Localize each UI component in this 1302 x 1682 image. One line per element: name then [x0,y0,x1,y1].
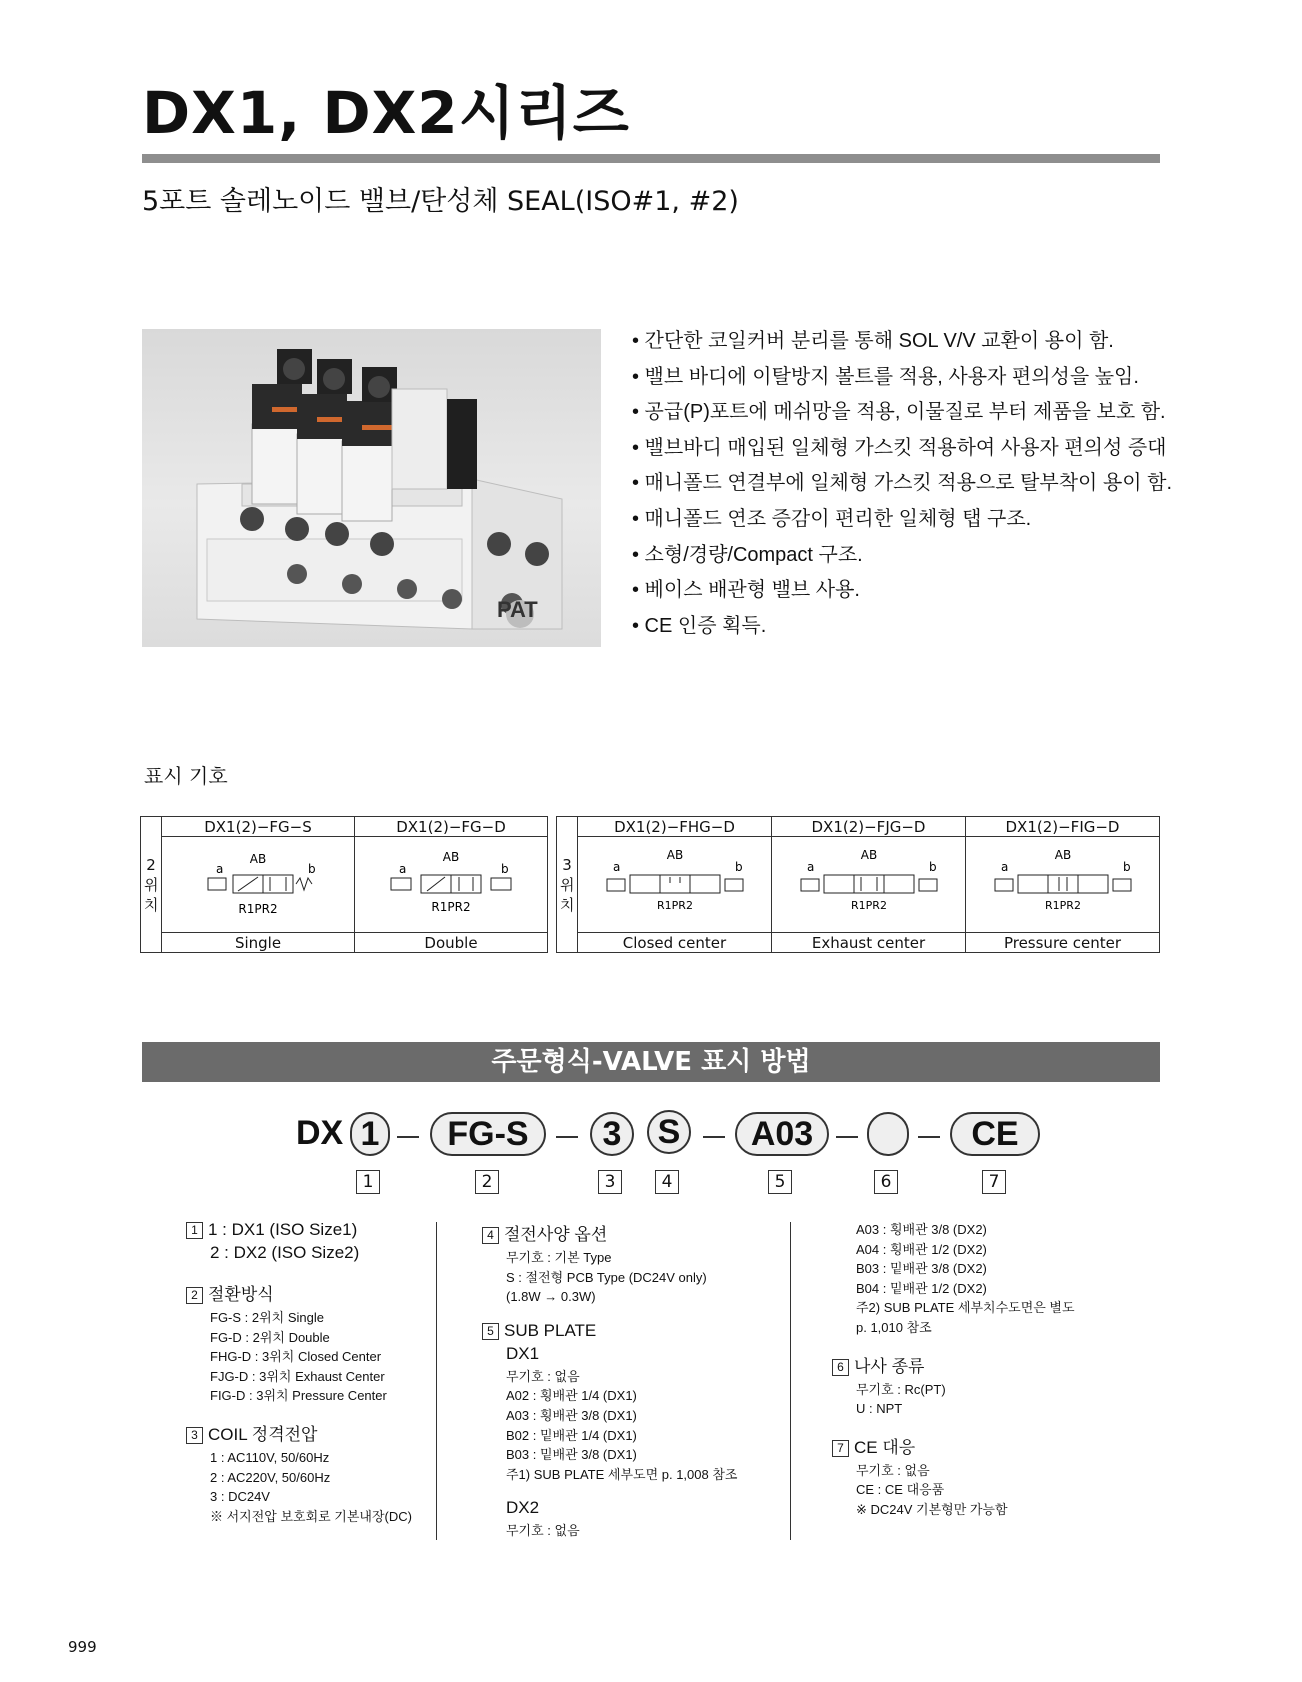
double-solenoid-symbol [361,843,541,923]
spec-line: 무기호 : 없음 [506,1368,580,1384]
two-position-symbol-table [140,816,548,953]
spec-series-heading: 1 1 : DX1 (ISO Size1) [186,1220,426,1240]
spec-thread-heading: 6 나사 종류 [832,1352,1132,1377]
order-code-power-saving: S [647,1110,691,1154]
spec-column-1 [186,1220,426,1526]
page-subtitle: 5포트 솔레노이드 밸브/탄성체 SEAL(ISO#1, #2) [142,186,739,217]
order-code-switching: FG-S [430,1112,546,1156]
order-code-thread [867,1112,909,1156]
svg-text:b: b [501,861,509,876]
svg-text:AB: AB [1054,847,1071,862]
order-separator [556,1136,578,1138]
svg-text:R1PR2: R1PR2 [1044,898,1081,912]
svg-text:AB: AB [249,851,267,866]
order-number: 4 [655,1170,679,1194]
order-prefix: DX [296,1114,344,1152]
feature-item: • 베이스 배관형 밸브 사용. [632,579,860,602]
spec-line: A03 : 횡배관 3/8 (DX2) [856,1222,987,1237]
symbol-type: Single [162,933,355,953]
spec-subplate-heading: 5 SUB PLATE [482,1321,782,1341]
feature-item: • CE 인증 획득. [632,614,767,637]
order-separator [918,1136,940,1138]
symbols-heading: 표시 기호 [144,764,228,788]
svg-text:a: a [399,861,407,876]
svg-text:b: b [308,861,316,876]
spec-column-3 [832,1220,1132,1520]
spec-line: B03 : 밑배관 3/8 (DX1) [506,1447,637,1463]
column-divider [790,1222,791,1540]
spec-subplate-dx2: DX2 [506,1498,540,1518]
spec-line: ※ DC24V 기본형만 가능함 [856,1501,1008,1517]
symbol-type: Double [355,933,548,953]
spec-series-line: 2 : DX2 (ISO Size2) [210,1243,360,1262]
page-number: 999 [68,1638,97,1656]
symbol-model: DX1(2)−FG−S [162,817,355,837]
spec-subplate-dx1: DX1 [506,1343,540,1363]
spec-line: U : NPT [856,1401,903,1417]
order-number: 6 [874,1170,898,1194]
product-photo [142,329,601,647]
column-divider [436,1222,437,1540]
svg-text:b: b [928,859,937,874]
order-number: 5 [768,1170,792,1194]
spec-line: 1 : AC110V, 50/60Hz [210,1449,330,1465]
order-code-subplate: A03 [735,1112,829,1156]
feature-item: • 밸브 바디에 이탈방지 볼트를 적용, 사용자 편의성을 높임. [632,365,1139,388]
order-code-ce: CE [950,1112,1040,1156]
spec-ce-heading: 7 CE 대응 [832,1433,1132,1458]
spec-line: 무기호 : 기본 Type [506,1250,612,1265]
order-code-coil: 3 [590,1112,634,1156]
spec-line: 3 : DC24V [210,1489,270,1505]
spec-line: ※ 서지전압 보호회로 기본내장(DC) [210,1508,412,1524]
exhaust-center-symbol [779,843,959,923]
feature-item: • 매니폴드 연조 증감이 편리한 일체형 탭 구조. [632,507,1032,530]
spec-line: FG-S : 2위치 Single [210,1310,324,1325]
spec-line: A03 : 횡배관 3/8 (DX1) [506,1407,637,1423]
svg-text:a: a [1000,859,1008,874]
svg-text:a: a [216,861,224,876]
spec-line: FHG-D : 3위치 Closed Center [210,1349,382,1365]
svg-text:R1PR2: R1PR2 [656,898,693,912]
spec-coil-heading: 3 COIL 정격전압 [186,1420,426,1445]
symbol-exhaust-center [772,837,966,933]
spec-line: (1.8W → 0.3W) [506,1289,596,1305]
spec-line: p. 1,010 참조 [856,1319,932,1335]
spec-line: S : 절전형 PCB Type (DC24V only) [506,1269,707,1285]
order-number: 7 [982,1170,1006,1194]
symbol-closed-center [578,837,772,933]
spec-line: 주2) SUB PLATE 세부치수도면은 별도 [856,1300,1075,1316]
spec-line: B04 : 밑배관 1/2 (DX2) [856,1280,987,1296]
order-separator [836,1136,858,1138]
svg-text:R1PR2: R1PR2 [238,901,278,916]
symbol-pressure-center [966,837,1160,933]
closed-center-symbol [585,843,765,923]
spec-line: A02 : 횡배관 1/4 (DX1) [506,1388,637,1404]
spec-power-saving-heading: 4 절전사양 옵션 [482,1220,782,1245]
single-solenoid-symbol [168,843,348,923]
order-number: 2 [475,1170,499,1194]
pressure-center-symbol [973,843,1153,923]
feature-item: • 밸브바디 매입된 일체형 가스킷 적용하여 사용자 편의성 증대 [632,436,1167,459]
order-separator [397,1136,419,1138]
order-separator [703,1136,725,1138]
symbol-type: Exhaust center [772,933,966,953]
svg-text:R1PR2: R1PR2 [431,899,471,914]
feature-item: • 소형/경량/Compact 구조. [632,543,863,566]
feature-item: • 간단한 코일커버 분리를 통해 SOL V/V 교환이 용이 함. [632,330,1114,352]
title-divider [142,154,1160,163]
order-number: 3 [598,1170,622,1194]
spec-line: FIG-D : 3위치 Pressure Center [210,1388,387,1404]
feature-list [632,324,1172,644]
symbol-type: Closed center [578,933,772,953]
svg-text:AB: AB [860,847,877,862]
svg-text:a: a [612,859,620,874]
svg-text:b: b [1122,859,1131,874]
feature-item: • 매니폴드 연결부에 일체형 가스킷 적용으로 탈부착이 용이 함. [632,472,1173,495]
symbol-double [355,837,548,933]
page-title: DX1, DX2시리즈 [142,79,630,147]
symbol-model: DX1(2)−FJG−D [772,817,966,837]
spec-line: 무기호 : Rc(PT) [856,1381,946,1397]
order-format-banner: 주문형식-VALVE 표시 방법 [142,1042,1160,1082]
symbol-single [162,837,355,933]
symbol-model: DX1(2)−FG−D [355,817,548,837]
svg-text:a: a [806,859,814,874]
svg-text:b: b [734,859,743,874]
spec-line: 2 : AC220V, 50/60Hz [210,1469,331,1485]
two-position-label: 2위치 [141,817,162,953]
spec-switching-heading: 2 절환방식 [186,1280,426,1305]
feature-item: • 공급(P)포트에 메쉬망을 적용, 이물질로 부터 제품을 보호 함. [632,401,1166,424]
order-code-series: 1 [350,1112,390,1156]
spec-line: FG-D : 2위치 Double [210,1329,330,1345]
spec-line: FJG-D : 3위치 Exhaust Center [210,1368,385,1384]
spec-line: CE : CE 대응품 [856,1482,945,1498]
svg-text:R1PR2: R1PR2 [850,898,887,912]
patent-badge: PAT [497,597,538,622]
spec-column-2 [482,1220,782,1541]
spec-line: 무기호 : 없음 [856,1462,930,1478]
symbol-model: DX1(2)−FHG−D [578,817,772,837]
spec-line: A04 : 횡배관 1/2 (DX2) [856,1241,987,1257]
spec-line: B03 : 밑배관 3/8 (DX2) [856,1261,987,1277]
spec-line: B02 : 밑배관 1/4 (DX1) [506,1427,637,1443]
spec-line: 무기호 : 없음 [506,1523,580,1539]
spec-line: 주1) SUB PLATE 세부도면 p. 1,008 참조 [506,1466,738,1482]
three-position-symbol-table [556,816,1160,953]
three-position-label: 3위치 [557,817,578,953]
symbol-type: Pressure center [966,933,1160,953]
order-number: 1 [356,1170,380,1194]
svg-text:AB: AB [666,847,683,862]
symbol-model: DX1(2)−FIG−D [966,817,1160,837]
svg-text:AB: AB [442,849,460,864]
